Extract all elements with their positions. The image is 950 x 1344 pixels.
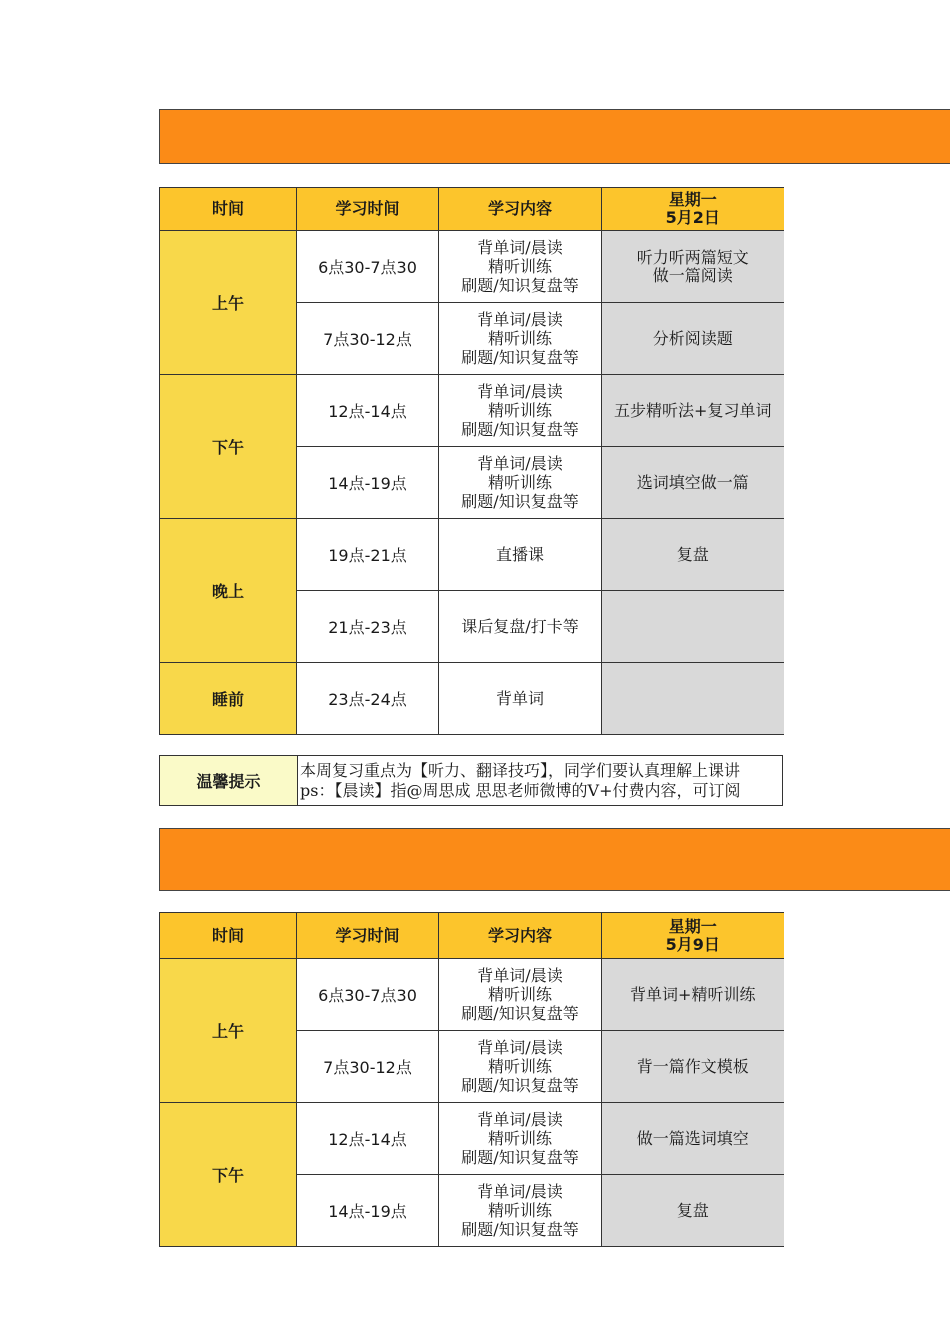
period-cell: 晚上 bbox=[160, 519, 297, 663]
header-study-content: 学习内容 bbox=[439, 913, 602, 959]
plan-line: 选词填空做一篇 bbox=[636, 472, 749, 492]
content-line: 精听训练 bbox=[487, 1129, 552, 1148]
plan-line: 复盘 bbox=[676, 1200, 709, 1220]
time-cell: 7点30-12点 bbox=[297, 303, 439, 375]
content-line: 刷题/知识复盘等 bbox=[461, 492, 579, 511]
plan-cell bbox=[602, 1175, 784, 1247]
time-cell: 7点30-12点 bbox=[297, 1031, 439, 1103]
table-row bbox=[160, 959, 784, 1031]
week1-schedule-table bbox=[159, 187, 784, 735]
content-line: 背单词/晨读 bbox=[477, 1038, 563, 1057]
header-study-content: 学习内容 bbox=[439, 188, 602, 231]
plan-line: 背单词+精听训练 bbox=[630, 984, 756, 1004]
tip-label: 温馨提示 bbox=[160, 756, 298, 805]
plan-line: 背一篇作文模板 bbox=[636, 1056, 749, 1076]
content-line: 精听训练 bbox=[487, 401, 552, 420]
plan-line: 听力听两篇短文 bbox=[636, 247, 749, 267]
content-line: 刷题/知识复盘等 bbox=[461, 1220, 579, 1239]
week2-banner bbox=[159, 828, 950, 891]
content-cell bbox=[439, 447, 602, 519]
content-line: 精听训练 bbox=[487, 985, 552, 1004]
content-cell bbox=[439, 303, 602, 375]
day-date: 5月2日 bbox=[665, 208, 720, 227]
tip-line: ps：【晨读】指@周思成 思思老师微博的V+付费内容，可订阅 bbox=[300, 781, 741, 800]
table-header-row bbox=[160, 913, 784, 959]
week1-banner bbox=[159, 109, 950, 164]
day-name: 星期一 bbox=[668, 190, 717, 209]
content-line: 精听训练 bbox=[487, 1057, 552, 1076]
content-line: 刷题/知识复盘等 bbox=[461, 276, 579, 295]
table-row bbox=[160, 231, 784, 303]
content-line: 刷题/知识复盘等 bbox=[461, 348, 579, 367]
content-cell bbox=[439, 663, 602, 735]
time-cell: 14点-19点 bbox=[297, 1175, 439, 1247]
content-line: 精听训练 bbox=[487, 329, 552, 348]
content-cell bbox=[439, 1103, 602, 1175]
table-row bbox=[160, 663, 784, 735]
time-cell: 21点-23点 bbox=[297, 591, 439, 663]
content-cell bbox=[439, 519, 602, 591]
week2-schedule-table bbox=[159, 912, 784, 1247]
tip-box bbox=[159, 755, 783, 806]
content-line: 精听训练 bbox=[487, 257, 552, 276]
table-row bbox=[160, 519, 784, 591]
content-line: 精听训练 bbox=[487, 473, 552, 492]
period-cell: 下午 bbox=[160, 375, 297, 519]
content-cell bbox=[439, 591, 602, 663]
tip-line: 本周复习重点为【听力、翻译技巧】，同学们要认真理解上课讲 bbox=[300, 761, 741, 780]
time-cell: 12点-14点 bbox=[297, 1103, 439, 1175]
table-row bbox=[160, 1103, 784, 1175]
header-study-time: 学习时间 bbox=[297, 188, 439, 231]
content-line: 背单词/晨读 bbox=[477, 310, 563, 329]
content-line: 背单词/晨读 bbox=[477, 454, 563, 473]
content-cell bbox=[439, 1031, 602, 1103]
time-cell: 23点-24点 bbox=[297, 663, 439, 735]
plan-line: 复盘 bbox=[676, 544, 709, 564]
time-cell: 6点30-7点30 bbox=[297, 231, 439, 303]
tip-text bbox=[298, 756, 782, 805]
period-cell: 睡前 bbox=[160, 663, 297, 735]
time-cell: 19点-21点 bbox=[297, 519, 439, 591]
header-study-time: 学习时间 bbox=[297, 913, 439, 959]
plan-cell bbox=[602, 447, 784, 519]
time-cell: 6点30-7点30 bbox=[297, 959, 439, 1031]
content-line: 直播课 bbox=[495, 545, 544, 564]
plan-line: 分析阅读题 bbox=[652, 328, 733, 348]
plan-cell bbox=[602, 663, 784, 735]
period-cell: 上午 bbox=[160, 959, 297, 1103]
plan-cell bbox=[602, 1031, 784, 1103]
content-line: 背单词 bbox=[495, 689, 544, 708]
content-line: 精听训练 bbox=[487, 1201, 552, 1220]
plan-line: 做一篇选词填空 bbox=[636, 1128, 749, 1148]
content-cell bbox=[439, 959, 602, 1031]
plan-cell bbox=[602, 519, 784, 591]
content-line: 刷题/知识复盘等 bbox=[461, 420, 579, 439]
header-day bbox=[602, 188, 784, 231]
header-time: 时间 bbox=[160, 913, 297, 959]
plan-cell bbox=[602, 303, 784, 375]
content-line: 刷题/知识复盘等 bbox=[461, 1076, 579, 1095]
content-cell bbox=[439, 375, 602, 447]
content-line: 背单词/晨读 bbox=[477, 1182, 563, 1201]
content-line: 背单词/晨读 bbox=[477, 1110, 563, 1129]
table-header-row bbox=[160, 188, 784, 231]
plan-cell bbox=[602, 591, 784, 663]
content-line: 背单词/晨读 bbox=[477, 382, 563, 401]
content-cell bbox=[439, 231, 602, 303]
content-line: 刷题/知识复盘等 bbox=[461, 1004, 579, 1023]
header-day bbox=[602, 913, 784, 959]
day-name: 星期一 bbox=[668, 916, 717, 936]
time-cell: 14点-19点 bbox=[297, 447, 439, 519]
plan-line: 做一篇阅读 bbox=[652, 265, 733, 285]
period-cell: 下午 bbox=[160, 1103, 297, 1247]
table-row bbox=[160, 375, 784, 447]
plan-cell bbox=[602, 1103, 784, 1175]
day-date: 5月9日 bbox=[665, 934, 720, 954]
plan-cell bbox=[602, 375, 784, 447]
plan-cell bbox=[602, 959, 784, 1031]
period-cell: 上午 bbox=[160, 231, 297, 375]
header-time: 时间 bbox=[160, 188, 297, 231]
content-line: 刷题/知识复盘等 bbox=[461, 1148, 579, 1167]
plan-cell bbox=[602, 231, 784, 303]
content-line: 课后复盘/打卡等 bbox=[461, 617, 579, 636]
content-cell bbox=[439, 1175, 602, 1247]
content-line: 背单词/晨读 bbox=[477, 966, 563, 985]
plan-line: 五步精听法+复习单词 bbox=[614, 400, 772, 420]
time-cell: 12点-14点 bbox=[297, 375, 439, 447]
content-line: 背单词/晨读 bbox=[477, 238, 563, 257]
